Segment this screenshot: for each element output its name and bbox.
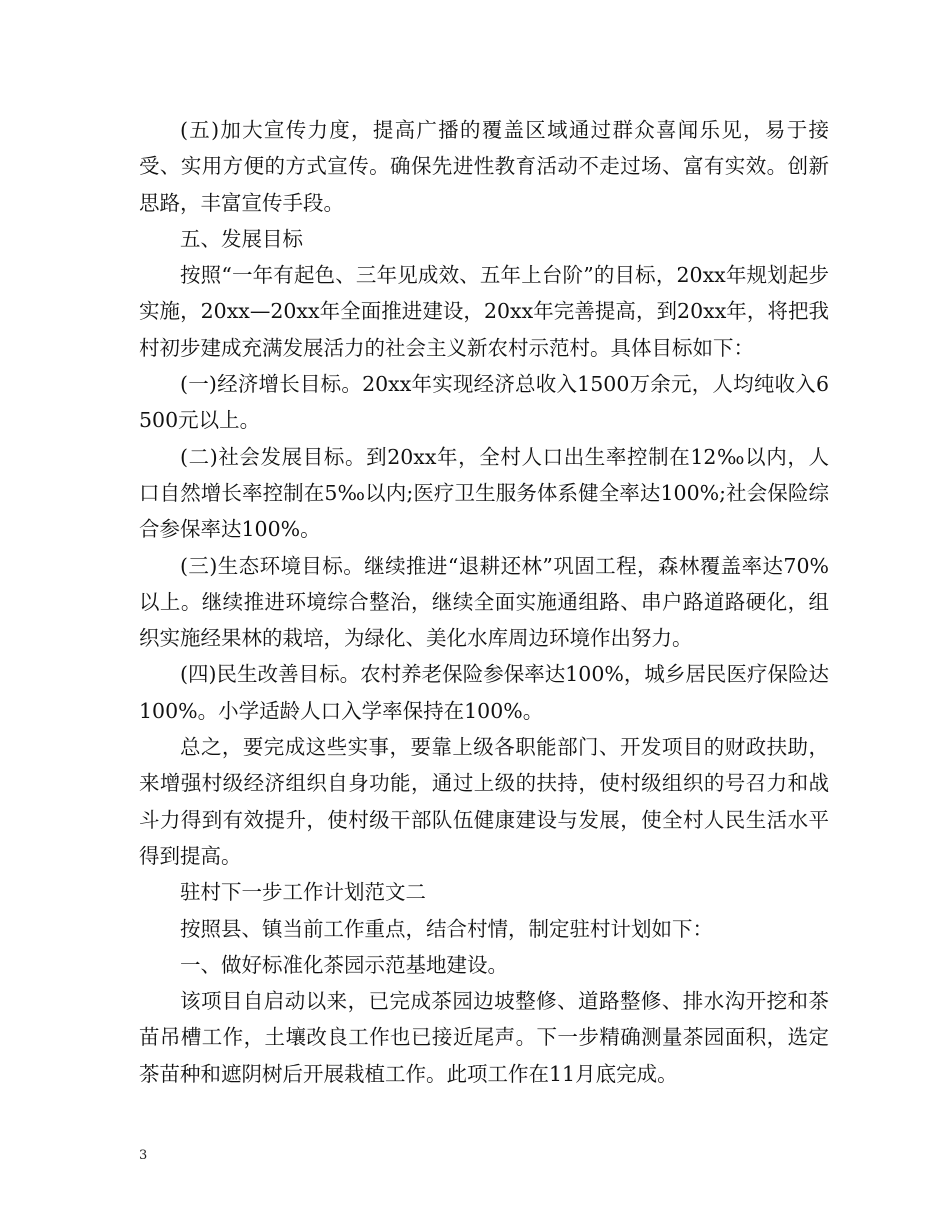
- paragraph-plan-intro: 按照县、镇当前工作重点，结合村情，制定驻村计划如下：: [180, 916, 713, 941]
- section-heading-goals: 五、发展目标: [180, 226, 303, 251]
- paragraph-goals-overview: 按照“一年有起色、三年见成效、五年上台阶”的目标，20xx年规划起步实施，20xx—20xx年全面推进建设，20xx年完善提高，到20xx年，将把我村初步建成充满发展活力的社会主义新农村示范村。具体目标如下：: [139, 263, 829, 360]
- paragraph-ecology-goal: (三)生态环境目标。继续推进“退耕还林”巩固工程，森林覆盖率达70%以上。继续推进环境综合整治，继续全面实施通组路、串户路道路硬化，组织实施经果林的栽培，为绿化、美化水库周边环境作出努力。: [139, 553, 829, 651]
- paragraph-tea-garden-progress: 该项目自启动以来，已完成茶园边坡整修、道路整修、排水沟开挖和茶苗吊槽工作，土壤改良工作也已接近尾声。下一步精确测量茶园面积，选定茶苗种和遮阴树后开展栽植工作。此项工作在11月底完成。: [139, 989, 829, 1086]
- paragraph-social-goal: (二)社会发展目标。到20xx年，全村人口出生率控制在12‰以内，人口自然增长率控制在5‰以内;医疗卫生服务体系健全率达100%;社会保险综合参保率达100%。: [139, 444, 829, 542]
- section-heading-sample-two: 驻村下一步工作计划范文二: [180, 880, 426, 905]
- page-number: 3: [139, 1148, 148, 1163]
- paragraph-economic-goal: (一)经济增长目标。20xx年实现经济总收入1500万余元，人均纯收入6500元以上。: [139, 372, 829, 433]
- document-body: [139, 112, 829, 1092]
- section-heading-tea-garden: 一、做好标准化茶园示范基地建设。: [180, 952, 508, 977]
- paragraph-summary: 总之，要完成这些实事，要靠上级各职能部门、开发项目的财政扶助，来增强村级经济组织自身功能，通过上级的扶持，使村级组织的号召力和战斗力得到有效提升，使村级干部队伍健康建设与发展，使全村人民生活水平得到提高。: [139, 735, 829, 868]
- paragraph-publicity: (五)加大宣传力度，提高广播的覆盖区域通过群众喜闻乐见，易于接受、实用方便的方式宣传。确保先进性教育活动不走过场、富有实效。创新思路，丰富宣传手段。: [139, 118, 829, 215]
- paragraph-livelihood-goal: (四)民生改善目标。农村养老保险参保率达100%，城乡居民医疗保险达100%。小学适龄人口入学率保持在100%。: [139, 662, 829, 723]
